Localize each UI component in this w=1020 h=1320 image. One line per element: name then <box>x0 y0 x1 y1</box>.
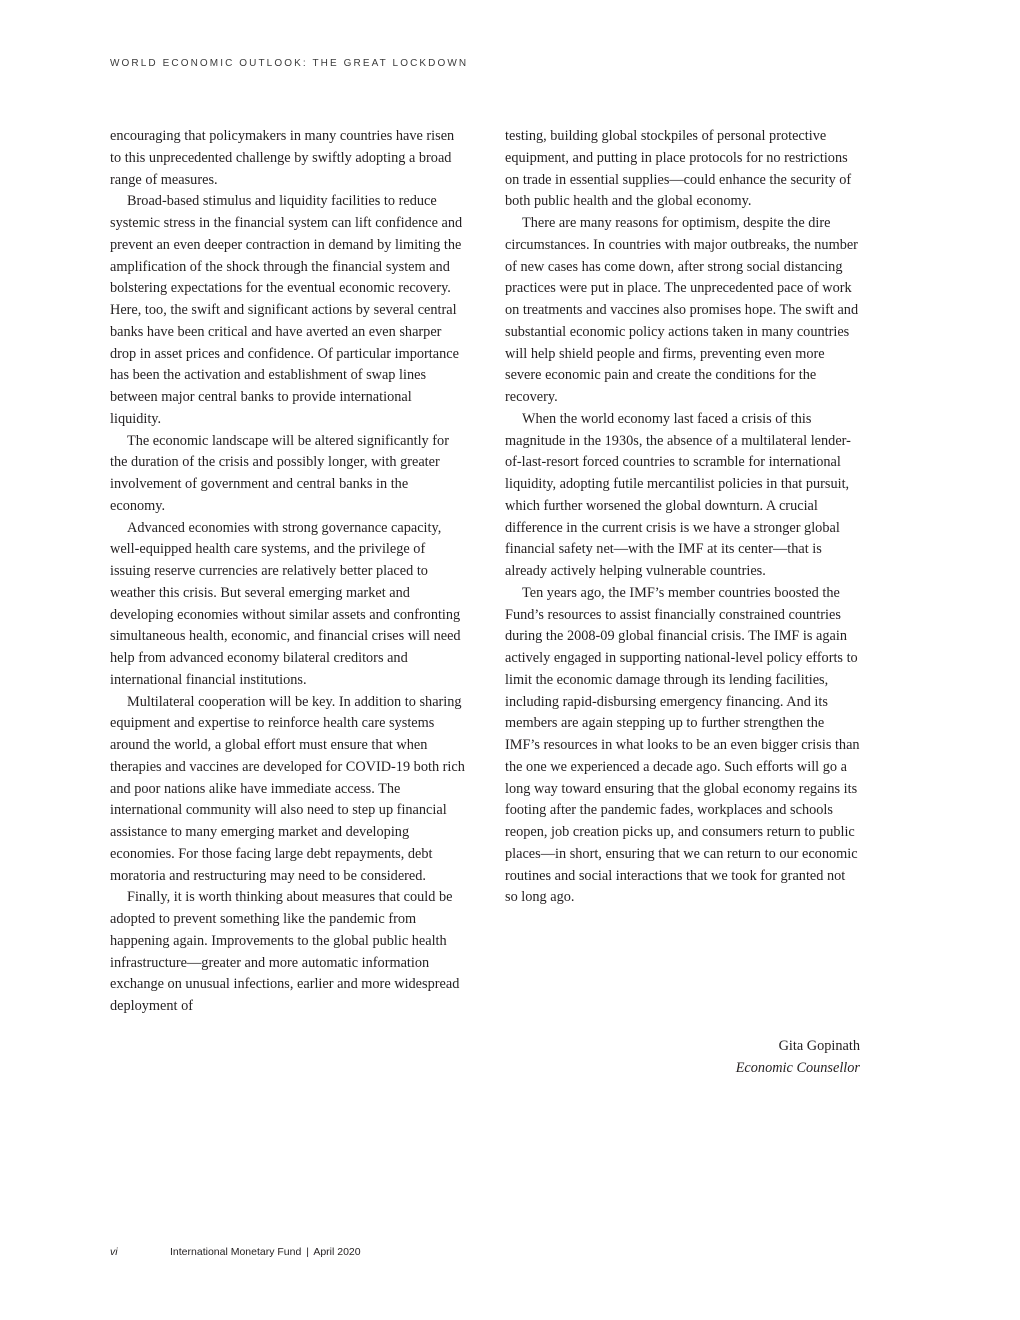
organization-name: International Monetary Fund <box>170 1246 302 1258</box>
signatory-name: Gita Gopinath <box>778 1038 860 1054</box>
signatory-title: Economic Counsellor <box>735 1059 860 1076</box>
paragraph: Multilateral cooperation will be key. In addition to sharing equipment and expertise to reinforce health care systems around the world, a global effort must ensure that when therapies and vaccines are developed for COVID-19 both rich and poor nations alike have immediate access. The international community will also need to step up financial assistance to many emerging market and developing economies. For those facing large debt repayments, debt moratoria and restructuring may need to be considered. <box>110 693 465 884</box>
footer-separator: | <box>306 1246 309 1258</box>
publication-date: April 2020 <box>313 1246 361 1258</box>
right-column <box>505 126 861 909</box>
paragraph: Ten years ago, the IMF’s member countries boosted the Fund’s resources to assist financially constrained countries during the 2008-09 global financial crisis. The IMF is again actively engaged in supporting national-level policy efforts to limit the economic damage through its lending facilities, including rapid-disbursing emergency financing. And its members are again stepping up to further strengthen the IMF’s resources in what looks to be an even bigger crisis than the one we experienced a decade ago. Such efforts will go a long way toward ensuring that the global economy regains its footing after the pandemic fades, workplaces and schools reopen, job creation picks up, and consumers return to public places—in short, ensuring that we can return to our economic routines and social interactions that we took for granted not so long ago. <box>505 584 860 906</box>
running-header: WORLD ECONOMIC OUTLOOK: THE GREAT LOCKDOWN <box>110 58 469 69</box>
paragraph: Advanced economies with strong governance capacity, well-equipped health care systems, and the privilege of issuing reserve currencies are relatively better placed to weather this crisis. But several emerging market and developing economies without similar assets and confronting simultaneous health, economic, and financial crises will need help from advanced economy bilateral creditors and international financial institutions. <box>110 519 461 688</box>
paragraph: testing, building global stockpiles of personal protective equipment, and putting in place protocols for no restrictions on trade in essential supplies—could enhance the security of both public health and the global economy. <box>505 128 852 210</box>
paragraph: encouraging that policymakers in many countries have risen to this unprecedented challenge by swiftly adopting a broad range of measures. <box>110 128 455 188</box>
footer-source <box>170 1246 361 1258</box>
paragraph: When the world economy last faced a crisis of this magnitude in the 1930s, the absence of a multilateral lender-of-last-resort forced countries to scramble for international liquidity, adopting futile mercantilist policies in that pursuit, which further worsened the global downturn. A crucial difference in the current crisis is we have a stronger global financial safety net—with the IMF at its center—that is already actively helping vulnerable countries. <box>505 410 851 579</box>
paragraph: There are many reasons for optimism, despite the dire circumstances. In countries with major outbreaks, the number of new cases has come down, after strong social distancing practices were put in place. The unprecedented pace of work on treatments and vaccines also promises hope. The swift and substantial economic policy actions taken in many countries will help shield people and firms, preventing even more severe economic pain and create the conditions for the recovery. <box>505 215 859 405</box>
page-number: vi <box>110 1246 118 1258</box>
left-column <box>110 126 466 1018</box>
paragraph: Broad-based stimulus and liquidity facilities to reduce systemic stress in the financial system can lift confidence and prevent an even deeper contraction in demand by limiting the amplification of the shock through the financial system and bolstering expectations for the eventual economic recovery. Here, too, the swift and significant actions by several central banks have been critical and have averted an even sharper drop in asset prices and confidence. Of particular importance has been the activation and establishment of swap lines between major central banks to provide international liquidity. <box>110 193 463 427</box>
paragraph: The economic landscape will be altered significantly for the duration of the crisis and possibly longer, with greater involvement of government and central banks in the economy. <box>110 432 449 514</box>
paragraph: Finally, it is worth thinking about measures that could be adopted to prevent something like the pandemic from happening again. Improvements to the global public health infrastructure—greater and more automatic information exchange on unusual infections, earlier and more widespread deployment of <box>110 889 460 1014</box>
signature-block <box>505 1036 860 1080</box>
